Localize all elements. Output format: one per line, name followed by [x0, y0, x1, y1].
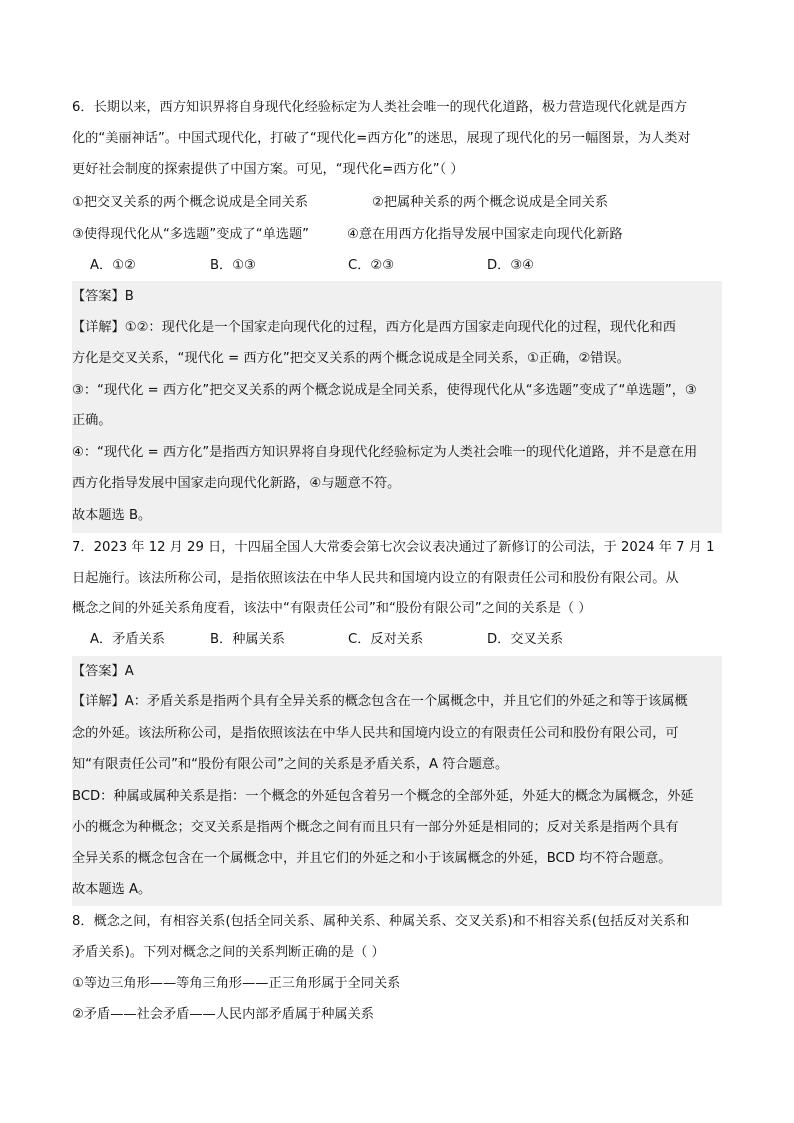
q6-explanation-line-4: 正确。	[72, 413, 112, 428]
q7-explanation-line-2: 念的外延。该法所称公司，是指依照该法在中华人民共和国境内设立的有限责任公司和股份有限公司，可	[72, 726, 679, 741]
q7-stem-line-3: 概念之间的外延关系角度看，该法中“有限责任公司”和“股份有限公司”之间的关系是（ ）	[72, 601, 592, 616]
q6-stem-line-1: 6．长期以来，西方知识界将自身现代化经验标定为人类社会唯一的现代化道路，极力营造现代化就是西方	[72, 100, 688, 115]
q7-option-d: D．交叉关系	[487, 632, 564, 647]
q6-stem-line-2: 化的“美丽神话”。中国式现代化，打破了“现代化=西方化”的迷思，展现了现代化的另一幅图景，为人类对	[72, 131, 691, 146]
q6-item-1: ①把交叉关系的两个概念说成是全同关系	[72, 195, 309, 210]
q6-explanation-line-5: ④：“现代化 = 西方化”是指西方知识界将自身现代化经验标定为人类社会唯一的现代化道路，并不是意在用	[72, 445, 698, 460]
q6-stem-line-3: 更好社会制度的探索提供了中国方案。可见，“现代化=西方化”（ ）	[72, 162, 464, 177]
q6-item-3: ③使得现代化从“多选题”变成了“单选题”	[72, 227, 309, 242]
q7-explanation-line-1: 【详解】A：矛盾关系是指两个具有全异关系的概念包含在一个属概念中，并且它们的外延之和等于该属概	[72, 694, 688, 709]
q7-explanation-line-4: BCD：种属或属种关系是指：一个概念的外延包含着另一个概念的全部外延，外延大的概念为属概念，外延	[72, 789, 694, 804]
q7-stem-line-1: 7．2023 年 12 月 29 日，十四届全国人大常委会第七次会议表决通过了新修订的公司法，于 2024 年 7 月 1	[72, 540, 715, 555]
q6-explanation-line-6: 西方化指导发展中国家走向现代化新路，④与题意不符。	[72, 476, 401, 491]
q6-option-a: A．①②	[90, 258, 136, 273]
q6-item-2: ②把属种关系的两个概念说成是全同关系	[372, 195, 609, 210]
q7-answer: 【答案】A	[72, 664, 134, 679]
q6-option-d: D．③④	[487, 258, 534, 273]
q7-option-c: C．反对关系	[348, 632, 424, 647]
q7-explanation-line-7: 故本题选 A。	[72, 882, 152, 897]
q6-item-4: ④意在用西方化指导发展中国家走向现代化新路	[347, 227, 623, 242]
q6-explanation-line-1: 【详解】①②：现代化是一个国家走向现代化的过程，西方化是西方国家走向现代化的过程，现代化和西	[72, 320, 676, 335]
q6-answer: 【答案】B	[72, 289, 134, 304]
q7-option-b: B．种属关系	[210, 632, 285, 647]
q7-explanation-line-3: 知“有限责任公司”和“股份有限公司”之间的关系是矛盾关系，A 符合题意。	[72, 757, 509, 772]
q6-explanation-line-3: ③：“现代化 = 西方化”把交叉关系的两个概念说成是全同关系，使得现代化从“多选题”变成了“单选题”，③	[72, 383, 697, 398]
q8-stem-line-1: 8．概念之间，有相容关系(包括全同关系、属种关系、种属关系、交叉关系)和不相容关系(包括反对关系和	[72, 914, 690, 929]
q8-item-2: ②矛盾——社会矛盾——人民内部矛盾属于种属关系	[72, 1007, 374, 1022]
q6-option-b: B．①③	[210, 258, 256, 273]
q7-explanation-line-6: 全异关系的概念包含在一个属概念中，并且它们的外延之和小于该属概念的外延，BCD 均不符合题意。	[72, 851, 672, 866]
q6-option-c: C．②③	[348, 258, 395, 273]
q8-item-1: ①等边三角形——等角三角形——正三角形属于全同关系	[72, 976, 401, 991]
q8-stem-line-2: 矛盾关系)。下列对概念之间的关系判断正确的是（ ）	[72, 945, 385, 960]
q7-explanation-line-5: 小的概念为种概念；交叉关系是指两个概念之间有而且只有一部分外延是相同的；反对关系是指两个具有	[72, 820, 679, 835]
q7-stem-line-2: 日起施行。该法所称公司，是指依照该法在中华人民共和国境内设立的有限责任公司和股份有限公司。从	[72, 571, 679, 586]
q6-explanation-line-7: 故本题选 B。	[72, 508, 152, 523]
q6-explanation-line-2: 方化是交叉关系，“现代化 = 西方化”把交叉关系的两个概念说成是全同关系，①正确，②错误。	[72, 351, 630, 366]
q7-option-a: A．矛盾关系	[90, 632, 165, 647]
